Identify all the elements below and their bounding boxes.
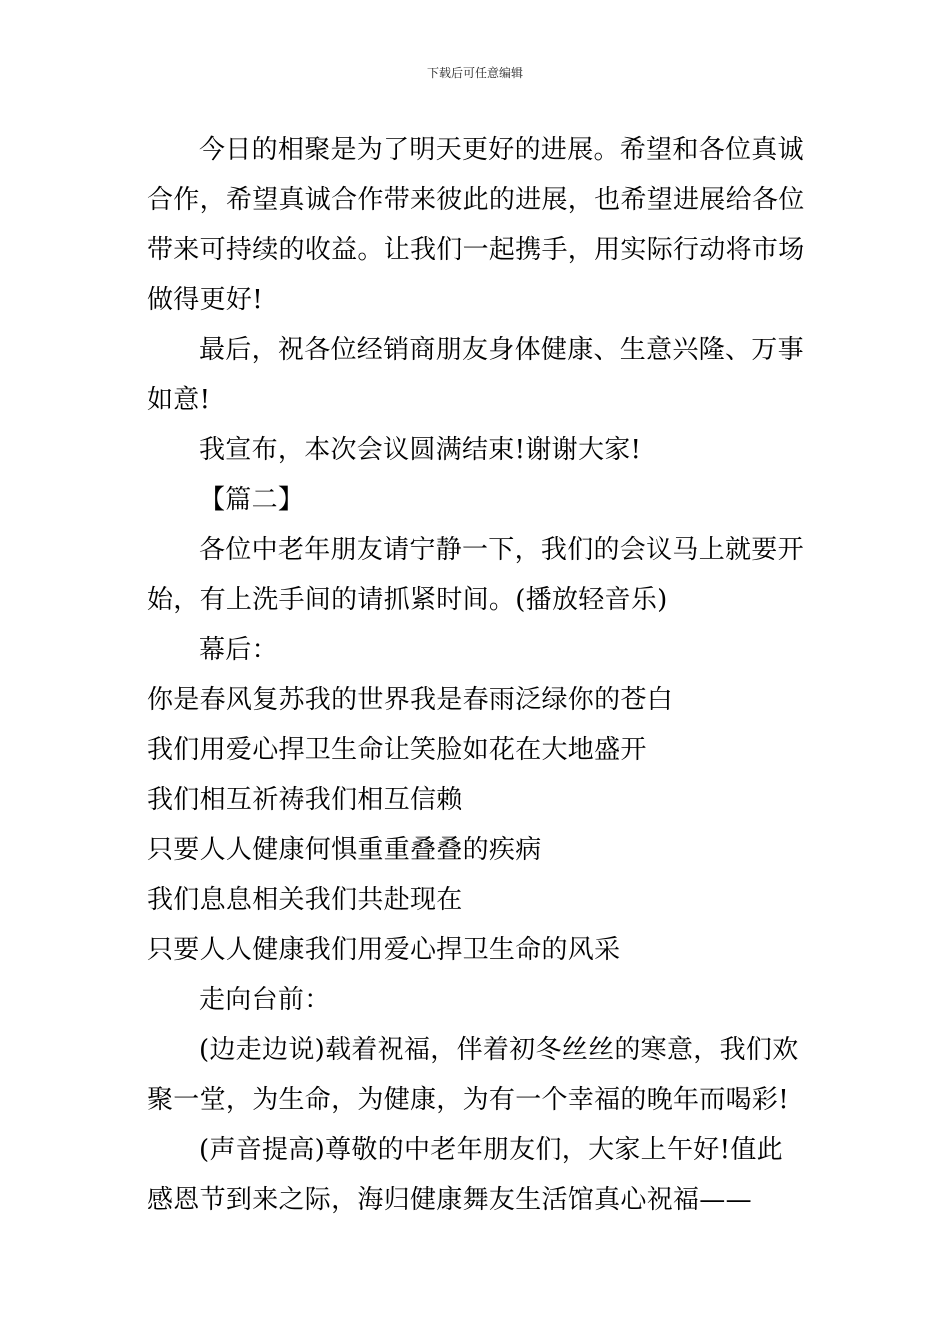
section-heading: 【篇二】 [199, 485, 305, 515]
paragraph-stage-front: 走向台前： [199, 985, 331, 1015]
download-note: 下载后可任意编辑 [426, 66, 523, 80]
paragraph-greeting: (声音提高)尊敬的中老年朋友们，大家上午好!值此感恩节到来之际，海归健康舞友生活馆真心祝福—— [147, 1135, 783, 1215]
paragraph-final-blessing: 最后，祝各位经销商朋友身体健康、生意兴隆、万事如意! [147, 335, 804, 415]
paragraph-meeting-end: 我宣布，本次会议圆满结束!谢谢大家! [199, 435, 642, 465]
verse-line: 我们息息相关我们共赴现在 [147, 885, 463, 915]
document-body [147, 125, 807, 1225]
verse-line: 只要人人健康我们用爱心捍卫生命的风采 [147, 935, 621, 965]
paragraph-backstage: 幕后： [199, 635, 278, 665]
verse-line: 你是春风复苏我的世界我是春雨泛绿你的苍白 [147, 685, 674, 715]
paragraph-opening: 各位中老年朋友请宁静一下，我们的会议马上就要开始，有上洗手间的请抓紧时间。(播放轻音乐) [147, 535, 804, 615]
paragraph-walking-speech: (边走边说)载着祝福，伴着初冬丝丝的寒意，我们欢聚一堂，为生命，为健康，为有一个幸福的晚年而喝彩! [147, 1035, 799, 1115]
paragraph-closing-wish: 今日的相聚是为了明天更好的进展。希望和各位真诚合作，希望真诚合作带来彼此的进展，也希望进展给各位带来可持续的收益。让我们一起携手，用实际行动将市场做得更好! [147, 135, 805, 315]
verse-line: 我们用爱心捍卫生命让笑脸如花在大地盛开 [147, 735, 647, 765]
verse-line: 只要人人健康何惧重重叠叠的疾病 [147, 835, 542, 865]
verse-line: 我们相互祈祷我们相互信赖 [147, 785, 463, 815]
